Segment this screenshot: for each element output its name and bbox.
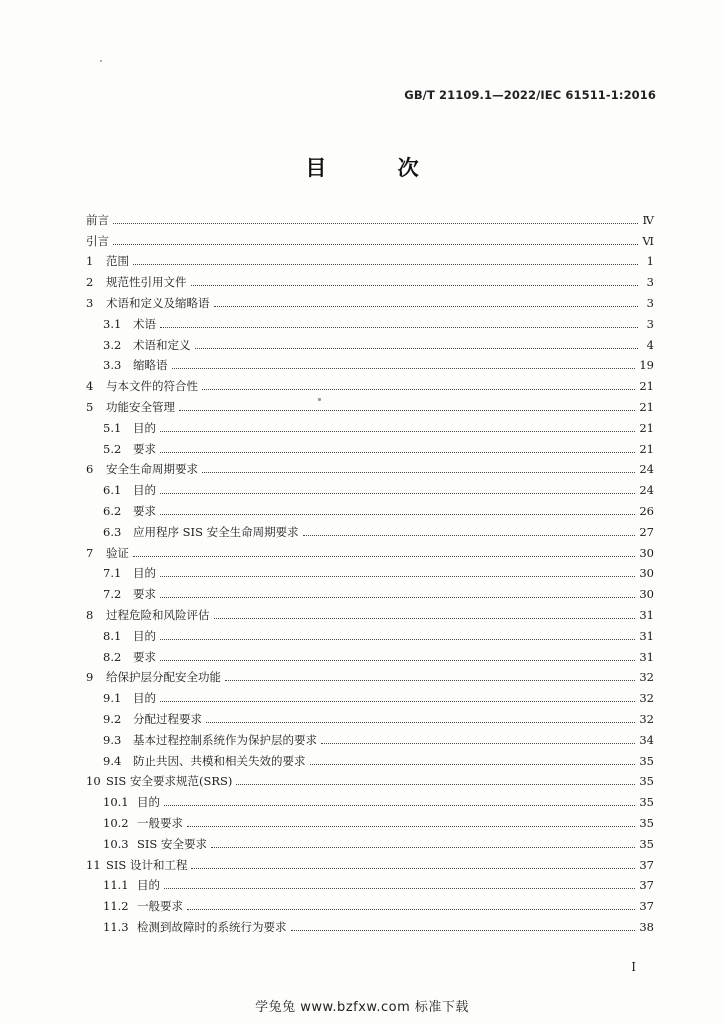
toc-entry[interactable]	[86, 372, 654, 393]
toc-entry-number: 8.2	[103, 649, 122, 664]
toc-entry-page: 26	[639, 503, 654, 518]
toc-subentry[interactable]	[86, 643, 654, 664]
toc-dot-leader	[113, 223, 638, 224]
toc-entry-title: 功能安全管理	[106, 399, 175, 414]
toc-subentry[interactable]	[86, 560, 654, 581]
toc-dot-leader	[225, 680, 635, 681]
toc-entry[interactable]	[86, 227, 654, 248]
toc-entry[interactable]	[86, 456, 654, 477]
toc-subentry[interactable]	[86, 830, 654, 851]
toc-dot-leader	[195, 348, 639, 349]
toc-dot-leader	[187, 909, 635, 910]
toc-dot-leader	[160, 452, 635, 453]
toc-dot-leader	[133, 264, 638, 265]
toc-dot-leader	[164, 888, 635, 889]
toc-subentry[interactable]	[86, 518, 654, 539]
toc-dot-leader	[160, 597, 635, 598]
toc-entry-title: 要求	[133, 503, 156, 518]
toc-entry-page: 24	[639, 483, 654, 498]
toc-entry-title: 验证	[106, 545, 129, 560]
toc-entry-title: 引言	[86, 233, 109, 248]
toc-entry-title: 缩略语	[133, 358, 168, 373]
toc-entry-title: 术语和定义	[133, 337, 191, 352]
toc-subentry[interactable]	[86, 414, 654, 435]
toc-entry-title: 规范性引用文件	[106, 275, 187, 290]
toc-subentry[interactable]	[86, 809, 654, 830]
toc-entry-title: 目的	[133, 420, 156, 435]
toc-entry-page: 21	[639, 379, 654, 394]
toc-dot-leader	[133, 556, 635, 557]
toc-entry-page: 37	[639, 857, 654, 872]
standard-code: GB/T 21109.1—2022/IEC 61511-1:2016	[404, 88, 656, 102]
toc-entry-title: 一般要求	[137, 899, 183, 914]
toc-entry-title: 范围	[106, 254, 129, 269]
toc-dot-leader	[191, 868, 635, 869]
toc-entry-title: SIS 安全要求规范(SRS)	[106, 774, 233, 789]
toc-dot-leader	[113, 244, 638, 245]
toc-subentry[interactable]	[86, 580, 654, 601]
toc-subentry[interactable]	[86, 747, 654, 768]
toc-subentry[interactable]	[86, 705, 654, 726]
toc-dot-leader	[179, 410, 635, 411]
watermark-text: 学兔兔 www.bzfxw.com 标准下载	[255, 1000, 469, 1015]
toc-entry[interactable]	[86, 539, 654, 560]
toc-entry[interactable]	[86, 268, 654, 289]
toc-entry[interactable]	[86, 289, 654, 310]
toc-dot-leader	[310, 764, 636, 765]
toc-subentry[interactable]	[86, 476, 654, 497]
toc-entry-number: 6.1	[103, 483, 122, 498]
toc-dot-leader	[160, 639, 635, 640]
toc-entry-number: 6.2	[103, 503, 122, 518]
toc-entry-number: 3.2	[103, 337, 122, 352]
toc-entry-number: 10.3	[103, 836, 129, 851]
scan-speck	[318, 398, 321, 401]
toc-entry-title: 目的	[133, 691, 156, 706]
toc-dot-leader	[160, 327, 638, 328]
toc-entry-number: 5	[86, 399, 94, 414]
toc-entry-page: 35	[639, 774, 654, 789]
toc-entry-page: 35	[639, 836, 654, 851]
toc-entry-page: 3	[646, 275, 654, 290]
toc-entry-page: 32	[639, 691, 654, 706]
table-of-contents	[86, 206, 654, 934]
toc-entry[interactable]	[86, 393, 654, 414]
toc-entry-title: 分配过程要求	[133, 711, 202, 726]
toc-subentry[interactable]	[86, 435, 654, 456]
toc-entry-title: 检测到故障时的系统行为要求	[137, 919, 287, 934]
toc-entry-page: 31	[639, 607, 654, 622]
toc-entry-number: 10	[86, 774, 101, 789]
toc-dot-leader	[202, 472, 635, 473]
toc-entry-title: 术语	[133, 316, 156, 331]
toc-entry-page: 31	[639, 628, 654, 643]
toc-dot-leader	[160, 431, 635, 432]
toc-entry-number: 11.2	[103, 899, 129, 914]
toc-entry-page: 21	[639, 399, 654, 414]
toc-entry-title: 与本文件的符合性	[106, 379, 198, 394]
toc-dot-leader	[160, 576, 635, 577]
toc-entry-title: 术语和定义及缩略语	[106, 295, 210, 310]
toc-entry-title: SIS 安全要求	[137, 836, 207, 851]
toc-subentry[interactable]	[86, 913, 654, 934]
toc-entry-title: 应用程序 SIS 安全生命周期要求	[133, 524, 299, 539]
toc-entry-page: 35	[639, 753, 654, 768]
toc-dot-leader	[303, 535, 636, 536]
toc-entry-number: 9.3	[103, 732, 122, 747]
toc-entry-title: 目的	[133, 628, 156, 643]
toc-subentry[interactable]	[86, 622, 654, 643]
toc-dot-leader	[160, 701, 635, 702]
toc-entry-title: 给保护层分配安全功能	[106, 670, 221, 685]
toc-entry-page: 31	[639, 649, 654, 664]
toc-entry-page: 32	[639, 670, 654, 685]
toc-dot-leader	[191, 285, 639, 286]
toc-entry[interactable]	[86, 601, 654, 622]
toc-entry-number: 2	[86, 275, 94, 290]
toc-entry-number: 3	[86, 295, 94, 310]
toc-subentry[interactable]	[86, 310, 654, 331]
toc-entry-title: 要求	[133, 441, 156, 456]
toc-subentry[interactable]	[86, 726, 654, 747]
toc-entry-number: 7.2	[103, 587, 122, 602]
toc-dot-leader	[214, 618, 636, 619]
toc-dot-leader	[321, 743, 635, 744]
toc-dot-leader	[160, 514, 635, 515]
toc-entry-page: 37	[639, 899, 654, 914]
toc-entry-page: 24	[639, 462, 654, 477]
toc-entry-title: 过程危险和风险评估	[106, 607, 210, 622]
toc-entry-title: 目的	[133, 483, 156, 498]
toc-entry-page: 30	[639, 566, 654, 581]
toc-entry-page: 30	[639, 545, 654, 560]
toc-entry-page: 19	[639, 358, 654, 373]
page-number: I	[631, 960, 636, 974]
toc-dot-leader	[172, 368, 636, 369]
toc-entry-page: 35	[639, 795, 654, 810]
toc-entry-title: 前言	[86, 212, 109, 227]
toc-entry-page: Ⅳ	[642, 212, 654, 227]
toc-entry-page: 34	[639, 732, 654, 747]
toc-entry-page: 3	[646, 295, 654, 310]
toc-entry-number: 9.1	[103, 691, 122, 706]
toc-entry-number: 5.2	[103, 441, 122, 456]
toc-dot-leader	[164, 805, 635, 806]
toc-entry-title: 安全生命周期要求	[106, 462, 198, 477]
toc-entry-page: 32	[639, 711, 654, 726]
toc-entry-title: 防止共因、共模和相关失效的要求	[133, 753, 306, 768]
toc-entry-page: 21	[639, 441, 654, 456]
toc-entry-page: 27	[639, 524, 654, 539]
toc-entry-number: 10.2	[103, 815, 129, 830]
toc-entry-title: SIS 设计和工程	[106, 857, 188, 872]
toc-subentry[interactable]	[86, 352, 654, 373]
toc-entry-number: 11	[86, 857, 101, 872]
toc-entry-number: 6.3	[103, 524, 122, 539]
toc-dot-leader	[202, 389, 635, 390]
toc-entry-page: 3	[646, 316, 654, 331]
toc-subentry[interactable]	[86, 892, 654, 913]
toc-entry-page: 21	[639, 420, 654, 435]
toc-subentry[interactable]	[86, 684, 654, 705]
toc-dot-leader	[160, 493, 635, 494]
toc-entry-title: 目的	[137, 878, 160, 893]
toc-subentry[interactable]	[86, 872, 654, 893]
toc-dot-leader	[236, 784, 635, 785]
toc-dot-leader	[211, 847, 635, 848]
toc-dot-leader	[187, 826, 635, 827]
toc-subentry[interactable]	[86, 788, 654, 809]
toc-entry-number: 9	[86, 670, 94, 685]
toc-entry-number: 7	[86, 545, 94, 560]
toc-entry-number: 11.3	[103, 919, 129, 934]
toc-entry-title: 目的	[133, 566, 156, 581]
toc-entry-title: 要求	[133, 587, 156, 602]
toc-dot-leader	[214, 306, 639, 307]
toc-dot-leader	[291, 930, 636, 931]
toc-subentry[interactable]	[86, 497, 654, 518]
toc-entry[interactable]	[86, 248, 654, 269]
toc-dot-leader	[206, 722, 635, 723]
toc-entry-number: 5.1	[103, 420, 122, 435]
toc-entry-page: 35	[639, 815, 654, 830]
toc-entry-number: 8	[86, 607, 94, 622]
toc-entry-number: 6	[86, 462, 94, 477]
toc-entry-number: 9.2	[103, 711, 122, 726]
toc-entry-number: 1	[86, 254, 94, 269]
toc-entry[interactable]	[86, 206, 654, 227]
toc-title: 目 次	[305, 156, 451, 180]
toc-subentry[interactable]	[86, 331, 654, 352]
toc-entry-number: 3.3	[103, 358, 122, 373]
toc-entry-page: 1	[646, 254, 654, 269]
toc-entry-number: 4	[86, 379, 94, 394]
toc-entry-number: 8.1	[103, 628, 122, 643]
scan-speck	[100, 60, 102, 62]
toc-entry-number: 7.1	[103, 566, 122, 581]
toc-entry-number: 11.1	[103, 878, 129, 893]
toc-entry-number: 3.1	[103, 316, 122, 331]
toc-entry[interactable]	[86, 851, 654, 872]
toc-dot-leader	[160, 660, 635, 661]
toc-entry-title: 目的	[137, 795, 160, 810]
toc-entry-title: 要求	[133, 649, 156, 664]
toc-entry-page: 37	[639, 878, 654, 893]
toc-entry-number: 9.4	[103, 753, 122, 768]
toc-entry-title: 一般要求	[137, 815, 183, 830]
toc-entry-title: 基本过程控制系统作为保护层的要求	[133, 732, 317, 747]
toc-entry-page: 38	[639, 919, 654, 934]
toc-entry-page: 4	[646, 337, 654, 352]
toc-entry-page: Ⅵ	[642, 233, 654, 248]
toc-entry[interactable]	[86, 768, 654, 789]
toc-entry-page: 30	[639, 587, 654, 602]
toc-entry[interactable]	[86, 664, 654, 685]
toc-entry-number: 10.1	[103, 795, 129, 810]
